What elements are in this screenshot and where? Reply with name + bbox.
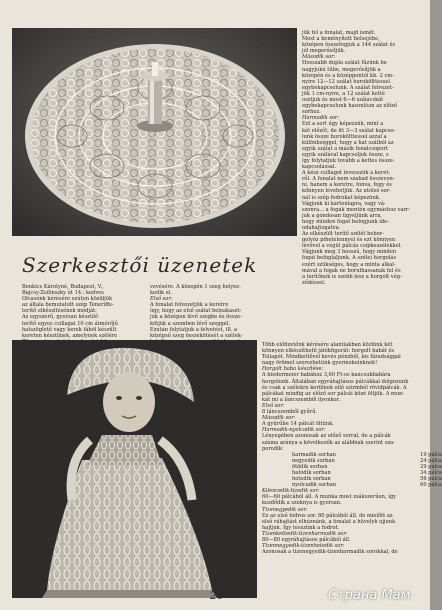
row-value: 60 pálca — [420, 482, 442, 489]
row-value: 29 pálca — [420, 463, 442, 470]
text-line: Ezután folytatjuk a felvetést, ill. a — [150, 326, 238, 333]
row-label: hatodik sorban — [292, 469, 331, 476]
text-line: Hosszabb dupla szálat fűzünk be — [302, 60, 387, 67]
text-line: Több előfizetőnk kérésére alantiakban közlünk két — [262, 342, 393, 348]
section-subheading: Első sor: — [150, 296, 173, 303]
doll-photo — [12, 340, 257, 598]
text-line: Vágjunk meg 3 hosszú, hogy minden — [302, 249, 397, 256]
text-line: pálcákat mindig az előző sor pálcái közé öltjük. A mun- — [262, 390, 405, 397]
text-line: golyóz pihetelennyel és ezt könnyen — [302, 237, 396, 244]
text-line: könnyen elkészíthető játékfigurát: horgolt babát és — [262, 348, 395, 355]
text-line: az általa bemutatott szép Teneriffe- — [22, 302, 114, 309]
text-line: Bajcsy-Zsilinszky út 14.: kedves — [22, 290, 104, 297]
text-line: száma aránya a következők az alábbiak szerint sza- — [262, 439, 395, 446]
text-line: nyire 12—12 szálat hurokölttessel — [302, 78, 391, 85]
text-line: ről. A fonalat nem szabad összevon- — [302, 176, 395, 183]
article-column-right-top — [302, 30, 420, 286]
text-line: lévővel a végül pálcás csipkeszélekkel. — [302, 243, 402, 250]
text-line: fogat befoglaljunk. A szélei horgolás — [302, 255, 397, 262]
text-line: A fonalat felvezetjük a keretre — [150, 302, 229, 309]
text-line: első ráhajtást elhúznánk, a fonalat a hüvelyk ujjunk — [262, 518, 396, 525]
text-line: 72 szeget verünk be a fonalat fel- — [22, 338, 109, 345]
text-line: hogy minden fogat befogjunk ide- — [302, 218, 389, 225]
text-line: osztjuk és most 6—6 szálacskát — [302, 97, 384, 104]
text-line: porodik: — [262, 445, 284, 452]
text-line: ezért szükséges, hogy a minta alkal- — [302, 261, 396, 268]
text-line: egybekapcsolunk. A szálat felvezet- — [302, 84, 394, 91]
text-line: kezdődik a szoknya is gyorsan. — [262, 500, 342, 507]
text-line: különbséggel, hogy a hat szálból az — [302, 139, 394, 146]
text-line: terítő elkészítésének módját: — [22, 308, 97, 315]
text-line: szonra... a fogak mentén egymáshoz varr- — [302, 206, 411, 213]
text-line: lunk össze hurokölttessel azzal a — [302, 133, 387, 140]
text-line: Az egyszerű, gyorsan készülő — [22, 314, 98, 321]
text-line: Vágjunk ki kartonlapra, vagy vá- — [302, 200, 386, 207]
text-line: Az elkészült terítő szélét bebor- — [302, 231, 384, 238]
text-line: kedik el. — [150, 290, 172, 297]
section-subheading: Tizenkettedik-tizenharmadik sor: — [262, 530, 348, 537]
section-subheading: Második sor: — [302, 54, 336, 61]
text-line: hajtjuk. Így tesszünk a fodrot. — [262, 524, 340, 531]
stitch-count-table — [292, 452, 442, 489]
section-subheading: Első sor: — [262, 402, 285, 409]
text-line: jük fel a fonalat, majd ismét. — [302, 30, 376, 36]
section-subheading: Harmadik-nyolcadik sor: — [262, 427, 326, 434]
text-line: kát mi a láncszemből ilyenkor. — [262, 396, 341, 403]
text-line: jük 1 cm-nyire, a 12 szálat ketté — [302, 90, 385, 97]
text-line: úgy, hogy az első szálat beleakaszt- — [150, 308, 242, 315]
text-line: sorhoz. — [302, 109, 321, 116]
watermark: Страна Мам — [328, 588, 411, 603]
article-column-right-bottom — [262, 342, 442, 556]
text-line: Azonosak a tizenegyedik-tizenharmadik sorokkal, de — [262, 549, 398, 556]
page-heading: Szerkesztői üzenetek — [22, 253, 258, 277]
text-line: juk a gondosan ügyeljünk arra, — [302, 212, 383, 219]
page-number: 20 — [210, 589, 224, 602]
text-line: Lényegében azonosak az előző sorral, de a pálcák — [262, 433, 391, 440]
row-label: ötödik sorban — [292, 463, 328, 470]
text-line: A kész csillagot levesszük a keret- — [302, 170, 391, 177]
article-column-left — [22, 284, 146, 345]
text-line: A biedermeier babához 3,60 Ft-os kaucsukbabára — [262, 372, 391, 379]
text-line: nagy örömet szerezhetünk gyermekeinknek! — [262, 360, 378, 367]
text-line: egybekapcsolunk hasonlóan az előző — [302, 103, 397, 110]
row-label: harmadik sorban — [292, 451, 336, 458]
text-line: 8 láncszemből gyűrű. — [262, 409, 318, 416]
text-line: a terítőnek is szebb lesz a horgolt vég- — [302, 273, 402, 280]
row-value: 24 pálca — [420, 457, 442, 464]
text-line: Most a keményített belsejébe, — [302, 36, 380, 43]
text-line: Olvasónk kérésére ezúton közöljük — [22, 296, 113, 303]
text-line: Ez az első fodros sor. 80 pálcából áll, de mielőtt az — [262, 512, 393, 519]
row-value: 19 pálca — [420, 451, 442, 458]
row-label: hetedik sorban — [292, 476, 331, 483]
text-line: A gyűrűbe 14 pálcát öltünk. — [262, 421, 334, 428]
row-value: 56 pálca — [420, 476, 442, 483]
text-line: kereten készülnek, amelynek szélére — [22, 332, 118, 339]
text-line: kötjük a szemben lévő szeggel. — [150, 320, 231, 327]
text-line: ni, hanem a keretre, fonva, fogy és — [302, 182, 392, 189]
text-line: 60—60 pálcából áll. A munka most zsákszerűen, így — [262, 494, 396, 501]
text-line: mával a fogak ne borulhassanak fel és — [302, 267, 401, 274]
text-line: két előzőt, de itt 3—3 szálat kapcso- — [302, 127, 396, 134]
section-subheading: Második sor: — [262, 415, 296, 422]
text-line: 80—80 egyráhajtásos pálcából áll. — [262, 537, 351, 543]
text-line: nagyjukú tűbe, megerősítjük a — [302, 66, 381, 73]
section-subheading: Tizennegyedik-tizenhetedik sor: — [262, 543, 345, 550]
text-line: és csak a szélekre kerülnek olló szirmból rövidpálcák. A — [262, 384, 407, 391]
text-line: kel. Egyszer jobbra, majd balra vet- — [150, 338, 243, 345]
text-line: odahajtogatva. — [302, 225, 341, 231]
section-subheading: Harmadik sor: — [302, 115, 340, 122]
text-line: így folytatjuk tovább a kettes össze- — [302, 157, 395, 164]
text-line: középső szeg összekötését a szélek- — [150, 332, 243, 339]
article-column-middle — [150, 284, 274, 345]
section-subheading: Horgolt baba készítése: — [262, 366, 324, 373]
text-line: nál is szép fodrokat képezünk. — [302, 194, 381, 201]
section-subheading: Kilencedik-tizedik sor: — [262, 488, 320, 495]
text-line: könnyen levehetjük. Az utolsó sor- — [302, 188, 391, 195]
text-line: Ezt a sort úgy képezzük, mint a — [302, 121, 384, 128]
text-line: Teliapót. Mindkettővel kevés pénzből, kis fáradsággal — [262, 354, 401, 361]
doily-illustration — [12, 28, 297, 236]
text-line: Benkics Károlyné, Budapest, V., — [22, 284, 104, 290]
text-line: kapcsolással. — [302, 164, 337, 171]
text-line: vevésére. A közepén 1 szeg helyez- — [150, 284, 241, 290]
row-value: 34 pálca — [420, 469, 442, 476]
text-line: középen összefogjuk a 144 szálat és — [302, 42, 396, 49]
section-subheading: Tizenegyedik sor: — [262, 506, 308, 513]
row-label: nyolcadik sorban — [292, 482, 337, 489]
text-line: egyik szálat a másik fonalcsoport — [302, 145, 388, 152]
text-line: terítő egyes csillagai 10 cm átmérőjű — [22, 320, 118, 327]
doll-illustration — [12, 340, 257, 598]
text-line: ződéssel. — [302, 279, 326, 286]
text-line: jól megerősítjük. — [302, 48, 346, 55]
text-line: horgolunk. Általában egyráhajtásos pálcákkal dolgozunk — [262, 378, 409, 385]
text-line: közepén és a középpontól kb. 2 cm- — [302, 72, 394, 79]
text-line: egyik szálával kapcsoljuk össze, s — [302, 151, 389, 158]
text-line: juk a középen lévő szegbe és össze- — [150, 314, 242, 321]
doily-photo — [12, 28, 297, 236]
row-label: negyedik sorban — [292, 457, 335, 464]
text-line: hatszögletű vagy kerek fából készült — [22, 326, 117, 333]
